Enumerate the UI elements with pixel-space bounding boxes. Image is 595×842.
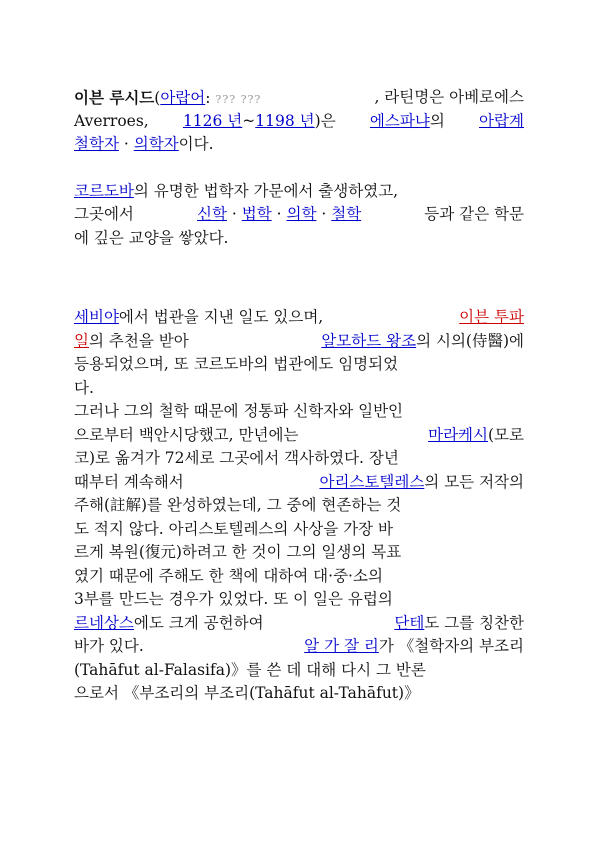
link-cordoba[interactable]: 코르도바	[74, 181, 134, 200]
p3-line-6: 으로부터 백안시당했고, 만년에는 마라케시(모로	[74, 425, 524, 444]
link-medicine[interactable]: 의학	[286, 205, 317, 223]
link-philosopher[interactable]: 철학자	[74, 135, 119, 153]
link-spain[interactable]: 에스파냐	[369, 111, 430, 130]
p3-line-1: 세비야에서 법관을 지낸 일도 있으며, 이븐 투파	[74, 306, 524, 330]
p1-line-3: 철학자 · 의학자이다.	[74, 135, 214, 153]
p3-line-16: (Tahāfut al-Falasifa)》를 쓴 데 대해 다시 그 반론	[74, 660, 426, 679]
link-ibn-tufail[interactable]: 이븐 투파	[459, 308, 524, 326]
link-seville[interactable]: 세비야	[74, 308, 119, 326]
p2-line-2: 그곳에서 신학 · 법학 · 의학 · 철학 등과 같은 학문	[74, 205, 524, 223]
p3-line-5: 그러나 그의 철학 때문에 정통파 신학자와 일반인	[74, 402, 404, 420]
p1-line-2: Averroes, 1126 년~1198 년)은 에스파냐의 아랍계	[74, 110, 524, 134]
article-title: 이븐 루시드	[74, 88, 155, 107]
link-marrakech[interactable]: 마라케시	[428, 425, 488, 444]
link-philosophy[interactable]: 철학	[331, 205, 362, 223]
article-body	[74, 86, 524, 706]
p1-line-1: 이븐 루시드(아랍어: ??? ??? , 라틴명은 아베로에스	[74, 88, 524, 107]
p3-line-4: 다.	[74, 378, 94, 397]
link-physician[interactable]: 의학자	[133, 135, 179, 153]
p3-line-12: 였기 때문에 주해도 한 책에 대하여 대·중·소의	[74, 566, 383, 585]
link-almohad[interactable]: 알모하드 왕조	[321, 331, 417, 350]
link-renaissance[interactable]: 르네상스	[74, 613, 134, 632]
p3-line-8: 때부터 계속해서 아리스토텔레스의 모든 저작의	[74, 472, 524, 491]
link-aristotle[interactable]: 아리스토텔레스	[319, 472, 425, 491]
p2-line-3: 에 깊은 교양을 쌓았다.	[74, 228, 229, 247]
p3-line-3: 등용되었으며, 또 코르도바의 법관에도 임명되었	[74, 355, 399, 373]
link-arab[interactable]: 아랍계	[479, 111, 524, 130]
p3-line-10: 도 적지 않다. 아리스토텔레스의 사상을 가장 바	[74, 519, 393, 538]
p3-line-15: 바가 있다. 알 가 잘 리가 《철학자의 부조리	[74, 637, 524, 655]
p3-line-11: 르게 복원(復元)하려고 한 것이 그의 일생의 목표	[74, 543, 402, 561]
link-theology[interactable]: 신학	[197, 205, 227, 223]
p2-line-1: 코르도바의 유명한 법학자 가문에서 출생하였고,	[74, 181, 399, 200]
link-arabic[interactable]: 아랍어	[160, 89, 206, 107]
link-ibn-tufail-cont[interactable]: 일	[74, 331, 89, 350]
arabic-name-placeholder: ??? ???	[215, 93, 262, 106]
p3-line-2: 일의 추천을 받아 알모하드 왕조의 시의(侍醫)에	[74, 331, 524, 350]
p3-line-9: 주해(註解)를 완성하였는데, 그 중에 현존하는 것	[74, 496, 402, 514]
p3-line-13: 3부를 만드는 경우가 있었다. 또 이 일은 유럽의	[74, 590, 393, 608]
link-year-1126[interactable]: 1126 년	[182, 111, 243, 130]
p3-line-14: 르네상스에도 크게 공헌하여 단테도 그를 칭찬한	[74, 613, 524, 632]
link-law[interactable]: 법학	[241, 205, 272, 223]
p3-line-7: 코)로 옮겨가 72세로 그곳에서 객사하였다. 장년	[74, 449, 399, 467]
link-year-1198[interactable]: 1198 년	[255, 111, 315, 130]
p3-line-17: 으로서 《부조리의 부조리(Tahāfut al-Tahāfut)》	[74, 684, 420, 702]
link-al-ghazali[interactable]: 알 가 잘 리	[304, 637, 379, 655]
link-dante[interactable]: 단테	[394, 613, 425, 632]
